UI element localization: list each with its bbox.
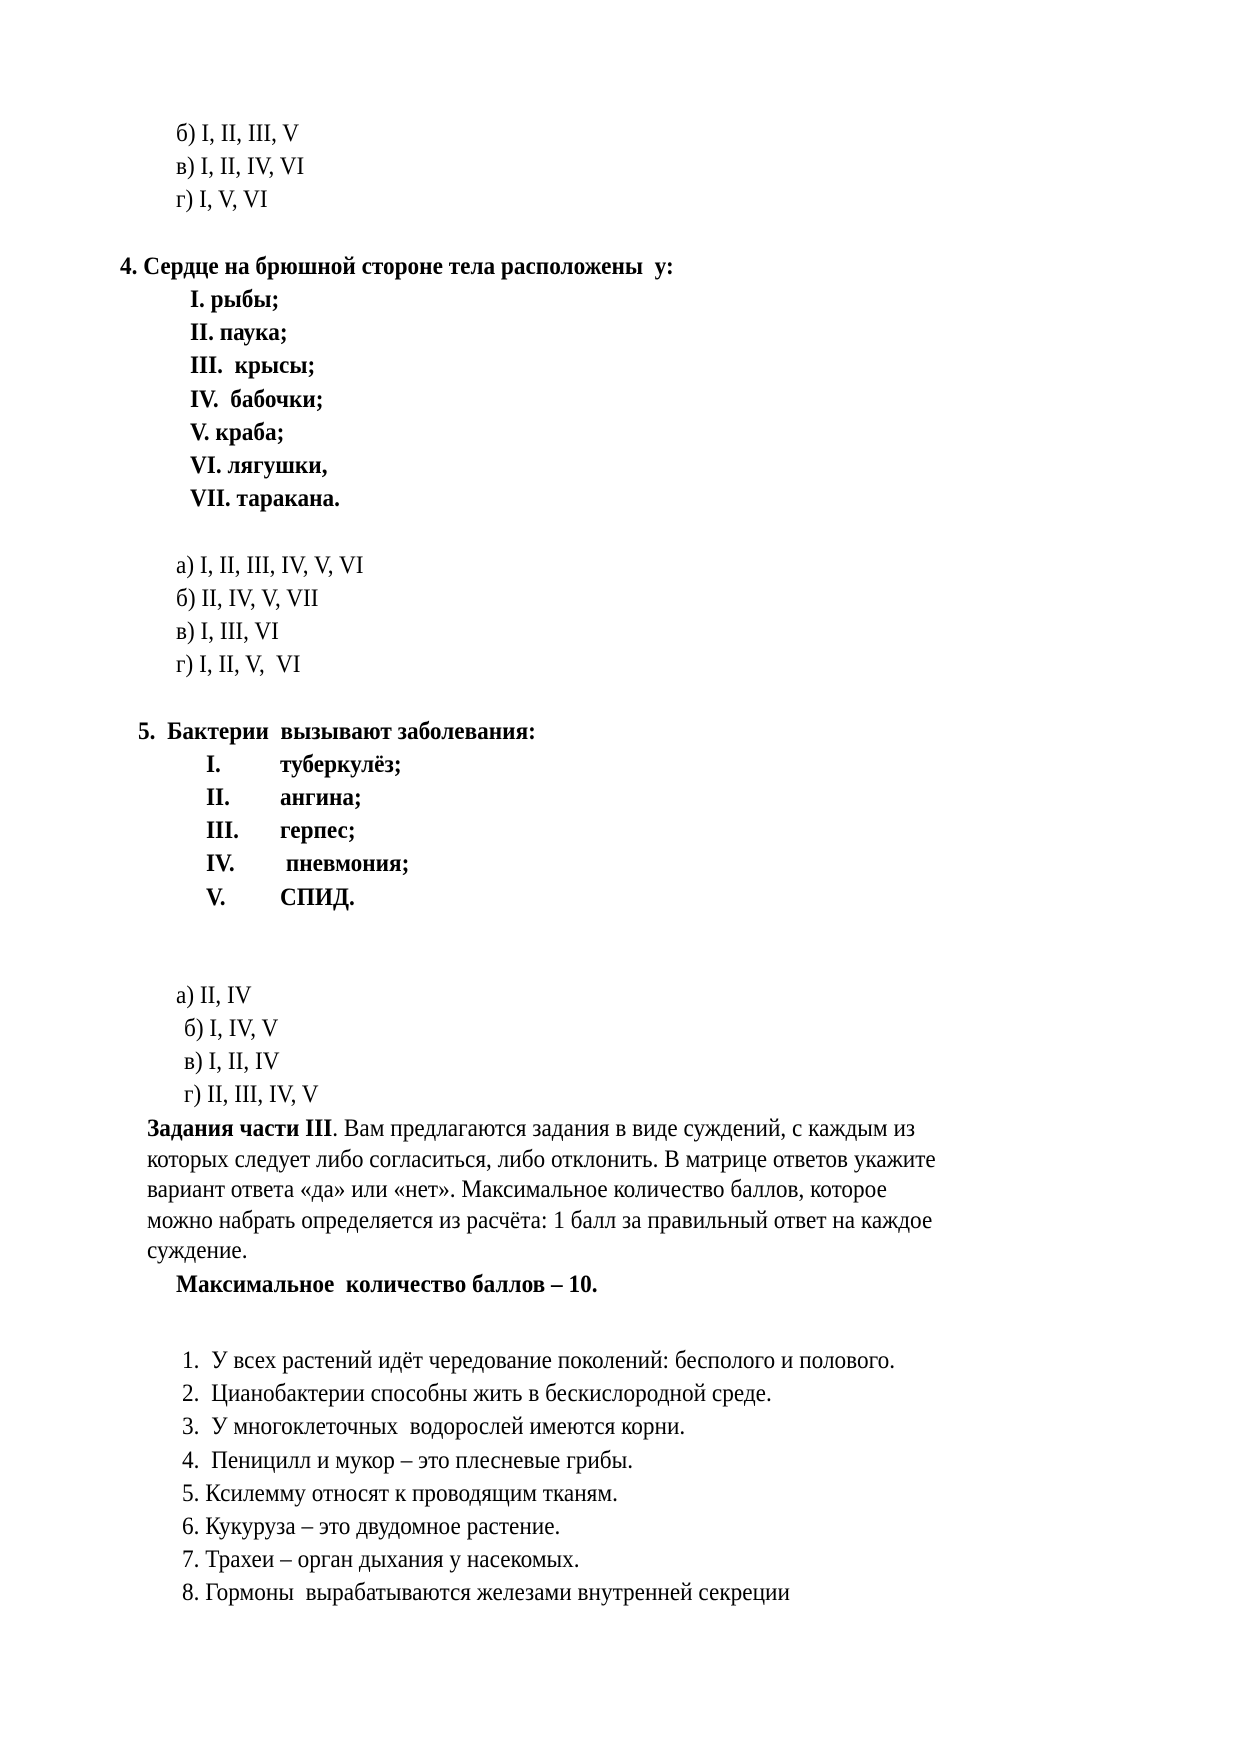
question-item: VI. лягушки, <box>190 452 328 479</box>
statement: 4. Пеницилл и мукор – это плесневые грибы. <box>182 1447 634 1474</box>
statement: 1. У всех растений идёт чередование поколений: бесполого и полового. <box>182 1347 896 1374</box>
option-text: I, II, IV, VI <box>200 153 305 180</box>
part3-intro <box>147 1114 1105 1267</box>
statement: 2. Цианобактерии способны жить в бескислородной среде. <box>182 1380 772 1407</box>
question-item-text: ангина; <box>280 784 362 811</box>
intro-line: которых следует либо согласиться, либо отклонить. В матрице ответов укажите <box>147 1145 936 1173</box>
option-letter: в) <box>176 153 195 180</box>
intro-line: суждение. <box>147 1237 248 1264</box>
question-title: 5. Бактерии вызывают заболевания: <box>138 718 536 745</box>
max-score: Максимальное количество баллов – 10. <box>176 1271 598 1298</box>
question-item-text: туберкулёз; <box>280 751 402 778</box>
option-letter: б) <box>176 120 196 147</box>
answer-option: а) II, IV <box>176 982 252 1009</box>
question-item-text: герпес; <box>280 817 356 844</box>
statement: 7. Трахеи – орган дыхания у насекомых. <box>182 1546 580 1573</box>
question-item: VII. таракана. <box>190 485 340 512</box>
answer-option: в) I, II, IV <box>184 1048 280 1075</box>
answer-option <box>176 185 268 215</box>
question-item: IV. бабочки; <box>190 386 324 413</box>
question-item-text: СПИД. <box>280 884 355 911</box>
question-item-num: IV. <box>206 850 235 877</box>
option-text: I, V, VI <box>199 186 268 213</box>
statement: 8. Гормоны вырабатываются железами внутренней секреции <box>182 1579 790 1606</box>
answer-option: в) I, III, VI <box>176 618 279 645</box>
answer-option: г) I, II, V, VI <box>176 651 301 678</box>
question-item: V. краба; <box>190 419 285 446</box>
answer-option: а) I, II, III, IV, V, VI <box>176 552 364 579</box>
question-item-num: V. <box>206 884 226 911</box>
answer-option <box>176 119 299 149</box>
question-item-num: I. <box>206 751 221 778</box>
intro-line: вариант ответа «да» или «нет». Максимальное количество баллов, которое <box>147 1176 887 1203</box>
statement: 5. Ксилемму относят к проводящим тканям. <box>182 1480 618 1507</box>
question-item: I. рыбы; <box>190 286 280 313</box>
statement: 3. У многоклеточных водорослей имеются корни. <box>182 1413 686 1440</box>
question-item-num: III. <box>206 817 239 844</box>
answer-option <box>176 152 304 182</box>
question-item: III. крысы; <box>190 352 316 379</box>
intro-line <box>147 1114 1105 1145</box>
statement: 6. Кукуруза – это двудомное растение. <box>182 1513 561 1540</box>
option-letter: г) <box>176 186 194 213</box>
part3-heading: Задания части III <box>147 1115 333 1142</box>
answer-option: б) I, IV, V <box>184 1015 279 1042</box>
option-text: I, II, III, V <box>201 120 300 147</box>
question-item-text: пневмония; <box>280 850 410 877</box>
intro-line: можно набрать определяется из расчёта: 1 балл за правильный ответ на каждое <box>147 1206 933 1234</box>
answer-option: б) II, IV, V, VII <box>176 585 319 612</box>
question-item: II. паука; <box>190 319 288 346</box>
intro-text: . Вам предлагаются задания в виде суждений, с каждым из <box>332 1115 916 1142</box>
question-item-num: II. <box>206 784 230 811</box>
question-title: 4. Сердце на брюшной стороне тела расположены у: <box>120 253 674 280</box>
answer-option: г) II, III, IV, V <box>184 1081 319 1108</box>
